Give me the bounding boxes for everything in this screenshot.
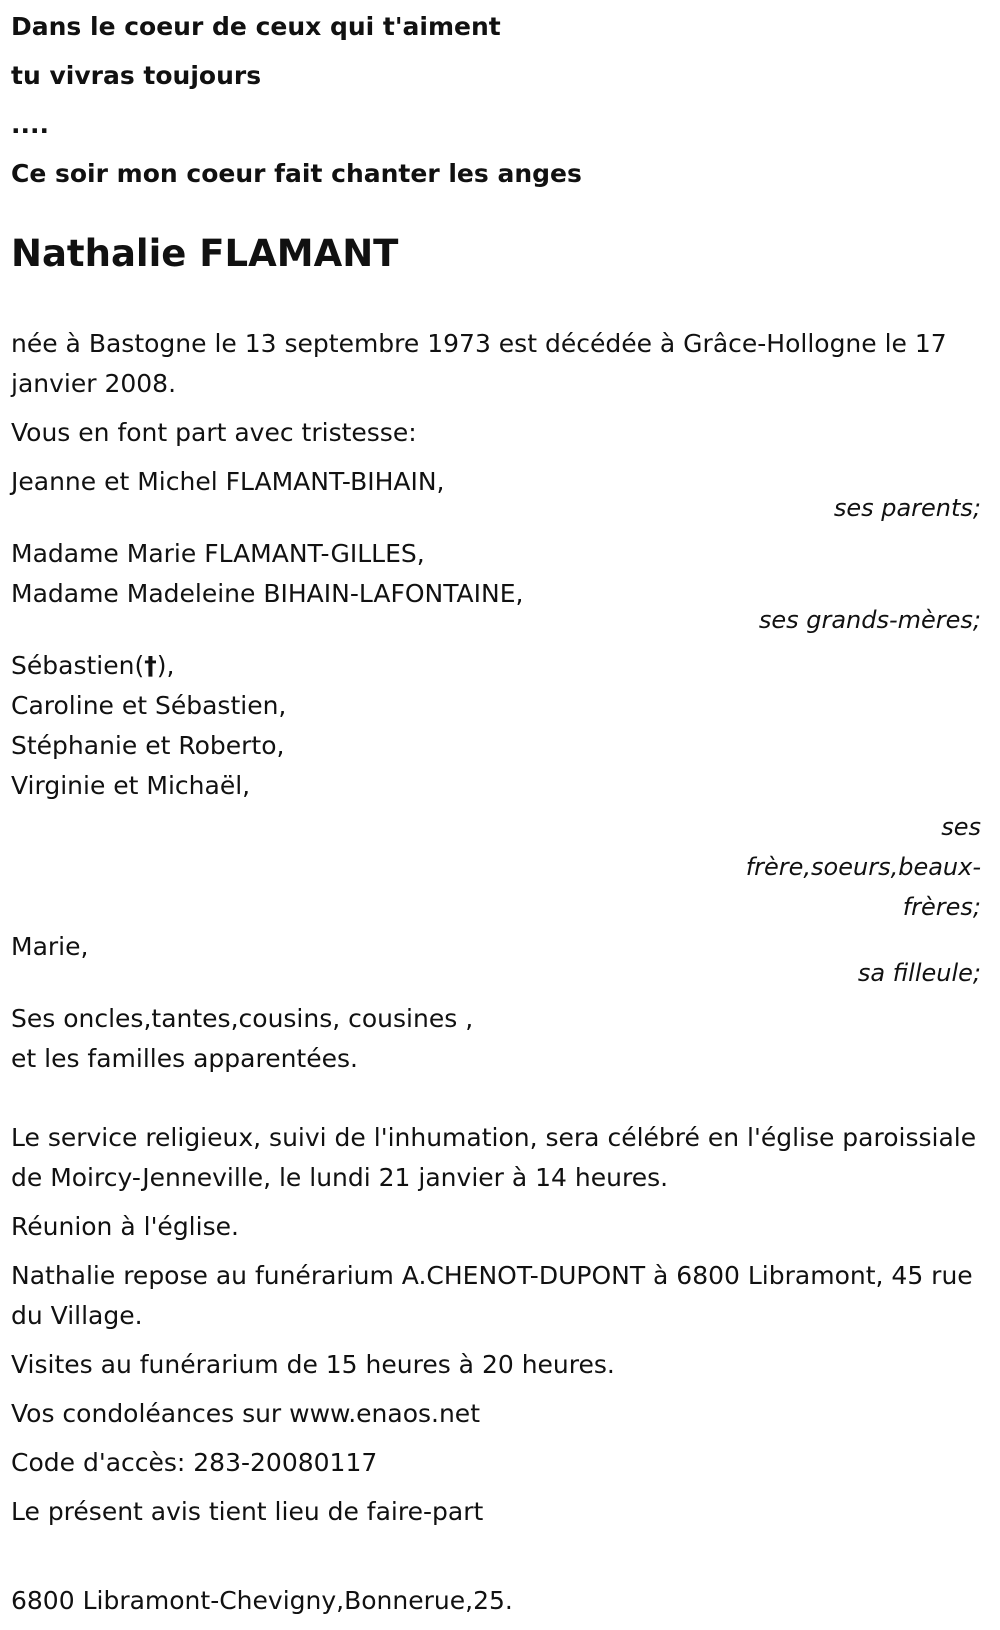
- deceased-name: Nathalie FLAMANT: [11, 232, 399, 275]
- cross-icon: †: [144, 651, 157, 680]
- service-access-code: Code d'accès: 283-20080117: [11, 1448, 378, 1477]
- service-meeting: Réunion à l'église.: [11, 1212, 239, 1241]
- sibling-line: Caroline et Sébastien,: [11, 691, 287, 720]
- parents-role: ses parents;: [833, 494, 981, 522]
- sibling-first-suffix: ),: [156, 651, 175, 680]
- service-rest-place: Nathalie repose au funérarium A.CHENOT-DUPONT à 6800 Libramont, 45 rue du Village.: [11, 1261, 973, 1330]
- goddaughter-line: Marie,: [11, 932, 89, 961]
- service-ceremony: Le service religieux, suivi de l'inhumation, sera célébré en l'église paroissiale de Moircy-Jenneville, le lundi 21 janvier à 14 heures.: [11, 1123, 977, 1192]
- grandmother-line: Madame Madeleine BIHAIN-LAFONTAINE,: [11, 579, 524, 608]
- family-parents: [11, 462, 981, 528]
- birth-death-statement: née à Bastogne le 13 septembre 1973 est décédée à Grâce-Hollogne le 17 janvier 2008.: [11, 329, 947, 398]
- address: 6800 Libramont-Chevigny,Bonnerue,25.: [11, 1586, 513, 1615]
- family-grandmothers: [11, 534, 981, 640]
- sibling-line: Virginie et Michaël,: [11, 771, 251, 800]
- siblings-role-line: frère,soeurs,beaux-: [745, 853, 981, 881]
- family-goddaughter: [11, 927, 981, 993]
- goddaughter-role: sa filleule;: [857, 959, 981, 987]
- grandmothers-role: ses grands-mères;: [758, 606, 981, 634]
- service-visits: Visites au funérarium de 15 heures à 20 heures.: [11, 1350, 615, 1379]
- siblings-role: [736, 807, 981, 927]
- announcement: Vous en font part avec tristesse:: [11, 418, 417, 447]
- poem-line-3: ....: [11, 110, 49, 139]
- siblings-role-line: ses: [941, 813, 981, 841]
- service-notice: Le présent avis tient lieu de faire-part: [11, 1497, 484, 1526]
- extended-family-line: et les familles apparentées.: [11, 1044, 358, 1073]
- obituary-notice: [11, 0, 981, 1630]
- sibling-line-deceased: [11, 646, 981, 686]
- sibling-first-name: Sébastien(: [11, 651, 145, 680]
- extended-family-line: Ses oncles,tantes,cousins, cousines ,: [11, 1004, 474, 1033]
- sibling-line: Stéphanie et Roberto,: [11, 731, 285, 760]
- family-siblings: [11, 646, 981, 927]
- family-extended: [11, 999, 981, 1079]
- poem: [11, 2, 981, 198]
- service-condolences: Vos condoléances sur www.enaos.net: [11, 1399, 480, 1428]
- parents-line: Jeanne et Michel FLAMANT-BIHAIN,: [11, 467, 445, 496]
- poem-line-4: Ce soir mon coeur fait chanter les anges: [11, 159, 582, 188]
- siblings-role-line: frères;: [902, 893, 981, 921]
- poem-line-1: Dans le coeur de ceux qui t'aiment: [11, 12, 501, 41]
- grandmother-line: Madame Marie FLAMANT-GILLES,: [11, 539, 425, 568]
- poem-line-2: tu vivras toujours: [11, 61, 262, 90]
